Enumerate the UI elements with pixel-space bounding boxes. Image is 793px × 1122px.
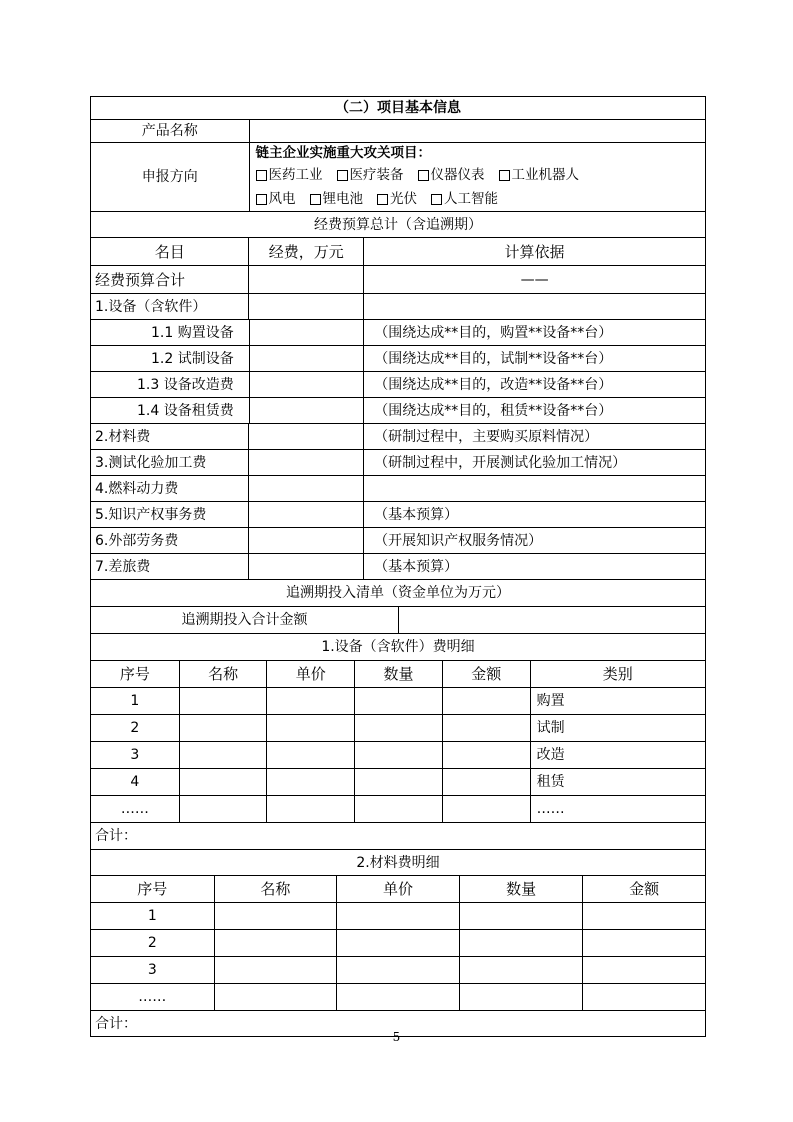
product-name-label: 产品名称: [141, 123, 198, 139]
budget-item-row: [91, 449, 705, 475]
equipment-row-no: 4: [130, 774, 140, 790]
budget-item-name: 6.外部劳务费: [95, 532, 179, 549]
equipment-row: [91, 741, 705, 768]
retro-total-row: [91, 606, 705, 633]
material-row-amount[interactable]: [582, 903, 705, 929]
equipment-row-amount[interactable]: [442, 769, 530, 795]
budget-item-name: 1.3 设备改造费: [137, 376, 234, 393]
equipment-row-category: ……: [530, 796, 705, 822]
budget-item-amount[interactable]: [248, 528, 363, 553]
product-name-row: [91, 119, 705, 142]
material-rows: [91, 902, 705, 1010]
equipment-header-qty: 数量: [354, 661, 442, 687]
material-row-amount[interactable]: [582, 984, 705, 1010]
budget-item-amount[interactable]: [248, 476, 363, 501]
budget-item-name: 1.2 试制设备: [151, 350, 234, 367]
equipment-row-name[interactable]: [179, 715, 267, 741]
category-title: 链主企业实施重大攻关项目：: [255, 145, 431, 161]
budget-item-amount[interactable]: [249, 346, 364, 371]
equipment-title-row: [91, 633, 705, 660]
budget-item-row: [91, 423, 705, 449]
budget-item-basis: （围绕达成**目的，租赁**设备**台）: [363, 398, 705, 423]
equipment-row-qty[interactable]: [354, 742, 442, 768]
equipment-rows: [91, 687, 705, 822]
budget-item-name: 1.4 设备租赁费: [137, 402, 234, 419]
options-row-2: [256, 187, 499, 211]
material-row-amount[interactable]: [582, 957, 705, 983]
budget-title-row: [91, 211, 705, 237]
material-row: [91, 983, 705, 1010]
budget-item-amount[interactable]: [248, 294, 363, 319]
equipment-row-no: 3: [130, 747, 140, 763]
budget-header-basis: 计算依据: [363, 238, 705, 265]
product-name-input[interactable]: [249, 120, 706, 142]
equipment-row-category: 租赁: [530, 769, 705, 795]
budget-item-row: [91, 371, 705, 397]
budget-item-row: [91, 397, 705, 423]
equipment-row-category: 购置: [530, 688, 705, 714]
budget-item-basis: （基本预算）: [363, 554, 705, 579]
equipment-header-name: 名称: [179, 661, 267, 687]
checkbox-icon[interactable]: [256, 170, 267, 181]
budget-item-basis: （基本预算）: [363, 502, 705, 527]
page-number: 5: [392, 1030, 401, 1044]
equipment-row-name[interactable]: [179, 688, 267, 714]
section-title-row: [91, 97, 705, 119]
budget-item-amount[interactable]: [249, 398, 364, 423]
budget-item-name: 2.材料费: [95, 428, 151, 445]
equipment-row-qty[interactable]: [354, 688, 442, 714]
material-header-amount: 金额: [582, 876, 705, 902]
option-checkbox[interactable]: 医药工业: [256, 163, 323, 187]
budget-total-row: [91, 265, 705, 293]
budget-item-row: [91, 293, 705, 319]
option-checkbox[interactable]: 风电: [256, 187, 296, 211]
material-row-qty[interactable]: [459, 930, 583, 956]
equipment-header-amount: 金额: [442, 661, 530, 687]
material-detail-title: 2.材料费明细: [356, 854, 440, 871]
equipment-row: [91, 795, 705, 822]
budget-items: [91, 293, 705, 579]
retro-title-row: [91, 579, 705, 606]
budget-total-label: 经费预算合计: [95, 270, 186, 289]
equipment-row-price[interactable]: [266, 769, 354, 795]
retro-total-label: 追溯期投入合计金额: [181, 612, 308, 628]
checkbox-icon[interactable]: [337, 170, 348, 181]
equipment-row-amount[interactable]: [442, 742, 530, 768]
material-header-price: 单价: [336, 876, 459, 902]
budget-item-name: 7.差旅费: [95, 558, 151, 575]
budget-title: 经费预算总计（含追溯期）: [314, 216, 482, 233]
material-row-price[interactable]: [336, 930, 459, 956]
equipment-row: [91, 768, 705, 795]
budget-header-amount: 经费，万元: [248, 238, 363, 265]
budget-item-row: [91, 553, 705, 579]
material-header-no: 序号: [137, 880, 168, 898]
equipment-row-price[interactable]: [266, 688, 354, 714]
equipment-row-name[interactable]: [179, 769, 267, 795]
equipment-row-qty[interactable]: [354, 769, 442, 795]
equipment-row-name[interactable]: [179, 796, 267, 822]
budget-item-row: [91, 345, 705, 371]
budget-item-row: [91, 527, 705, 553]
budget-item-amount[interactable]: [248, 502, 363, 527]
equipment-row-price[interactable]: [266, 715, 354, 741]
budget-item-row: [91, 319, 705, 345]
budget-item-basis: [363, 476, 705, 501]
apply-direction-label: 申报方向: [141, 169, 198, 185]
option-checkbox[interactable]: 工业机器人: [499, 163, 580, 187]
budget-item-amount[interactable]: [248, 554, 363, 579]
equipment-header-row: [91, 660, 705, 687]
budget-item-name: 3.测试化验加工费: [95, 454, 207, 471]
material-row-no: 2: [147, 935, 157, 951]
section-title: （二）项目基本信息: [335, 100, 461, 116]
material-row: [91, 956, 705, 983]
equipment-row-qty[interactable]: [354, 796, 442, 822]
budget-item-amount[interactable]: [249, 372, 364, 397]
equipment-row-price[interactable]: [266, 742, 354, 768]
equipment-row-name[interactable]: [179, 742, 267, 768]
checkbox-icon[interactable]: [431, 194, 442, 205]
equipment-row-category: 试制: [530, 715, 705, 741]
material-row-no: 1: [147, 908, 157, 924]
page: [90, 96, 706, 1037]
retro-total-input[interactable]: [398, 607, 705, 633]
equipment-header-category: 类别: [530, 661, 705, 687]
budget-item-row: [91, 501, 705, 527]
options-row-1: [256, 163, 580, 187]
budget-total-basis: ——: [363, 266, 705, 293]
material-row-amount[interactable]: [582, 930, 705, 956]
budget-item-basis: （围绕达成**目的，购置**设备**台）: [363, 320, 705, 345]
equipment-sum-label: 合计：: [95, 828, 137, 844]
budget-header-row: [91, 237, 705, 265]
option-checkbox[interactable]: 锂电池: [310, 187, 364, 211]
equipment-row-no: 2: [130, 720, 140, 736]
material-header-qty: 数量: [459, 876, 583, 902]
option-checkbox[interactable]: 医疗装备: [337, 163, 404, 187]
budget-total-amount[interactable]: [248, 266, 363, 293]
budget-header-name: 名目: [154, 242, 185, 261]
budget-item-name: 4.燃料动力费: [95, 480, 179, 497]
equipment-row: [91, 714, 705, 741]
budget-item-basis: （围绕达成**目的，改造**设备**台）: [363, 372, 705, 397]
equipment-row-amount[interactable]: [442, 688, 530, 714]
material-row-price[interactable]: [336, 957, 459, 983]
checkbox-icon[interactable]: [377, 194, 388, 205]
material-title-row: [91, 849, 705, 875]
apply-direction-row: [91, 142, 705, 211]
equipment-row-qty[interactable]: [354, 715, 442, 741]
equipment-header-price: 单价: [266, 661, 354, 687]
budget-item-row: [91, 475, 705, 501]
equipment-header-no: 序号: [119, 665, 150, 683]
budget-item-amount[interactable]: [248, 424, 363, 449]
equipment-row-amount[interactable]: [442, 715, 530, 741]
equipment-row: [91, 687, 705, 714]
budget-item-amount[interactable]: [248, 450, 363, 475]
equipment-row-price[interactable]: [266, 796, 354, 822]
material-sum-label: 合计：: [95, 1015, 137, 1032]
material-row-name[interactable]: [214, 903, 337, 929]
project-info-form: [90, 96, 706, 1037]
material-row-price[interactable]: [336, 903, 459, 929]
checkbox-icon[interactable]: [499, 170, 510, 181]
equipment-row-category: 改造: [530, 742, 705, 768]
material-row-price[interactable]: [336, 984, 459, 1010]
budget-item-amount[interactable]: [249, 320, 364, 345]
apply-direction-options: [249, 143, 706, 211]
material-row: [91, 929, 705, 956]
material-row-qty[interactable]: [459, 984, 583, 1010]
material-row: [91, 902, 705, 929]
equipment-detail-title: 1.设备（含软件）费明细: [321, 639, 475, 655]
checkbox-icon[interactable]: [310, 194, 321, 205]
option-checkbox[interactable]: 光伏: [377, 187, 417, 211]
budget-item-name: 1.设备（含软件）: [95, 298, 207, 315]
equipment-row-no: ……: [120, 801, 149, 817]
material-row-qty[interactable]: [459, 957, 583, 983]
material-row-qty[interactable]: [459, 903, 583, 929]
checkbox-icon[interactable]: [418, 170, 429, 181]
material-row-name[interactable]: [214, 957, 337, 983]
material-row-no: ……: [138, 989, 167, 1005]
budget-item-basis: [363, 294, 705, 319]
retro-title: 追溯期投入清单（资金单位为万元）: [286, 585, 510, 601]
budget-item-basis: （开展知识产权服务情况）: [363, 528, 705, 553]
budget-item-basis: （围绕达成**目的，试制**设备**台）: [363, 346, 705, 371]
budget-item-name: 5.知识产权事务费: [95, 506, 207, 523]
material-row-name[interactable]: [214, 930, 337, 956]
budget-item-basis: （研制过程中，开展测试化验加工情况）: [363, 450, 705, 475]
material-header-name: 名称: [214, 876, 337, 902]
checkbox-icon[interactable]: [256, 194, 267, 205]
material-row-name[interactable]: [214, 984, 337, 1010]
budget-item-name: 1.1 购置设备: [151, 324, 234, 341]
equipment-row-no: 1: [130, 693, 140, 709]
material-header-row: [91, 875, 705, 902]
equipment-row-amount[interactable]: [442, 796, 530, 822]
option-checkbox[interactable]: 人工智能: [431, 187, 498, 211]
equipment-sum-row: [91, 822, 705, 849]
option-checkbox[interactable]: 仪器仪表: [418, 163, 485, 187]
material-row-no: 3: [147, 962, 157, 978]
budget-item-basis: （研制过程中，主要购买原料情况）: [363, 424, 705, 449]
